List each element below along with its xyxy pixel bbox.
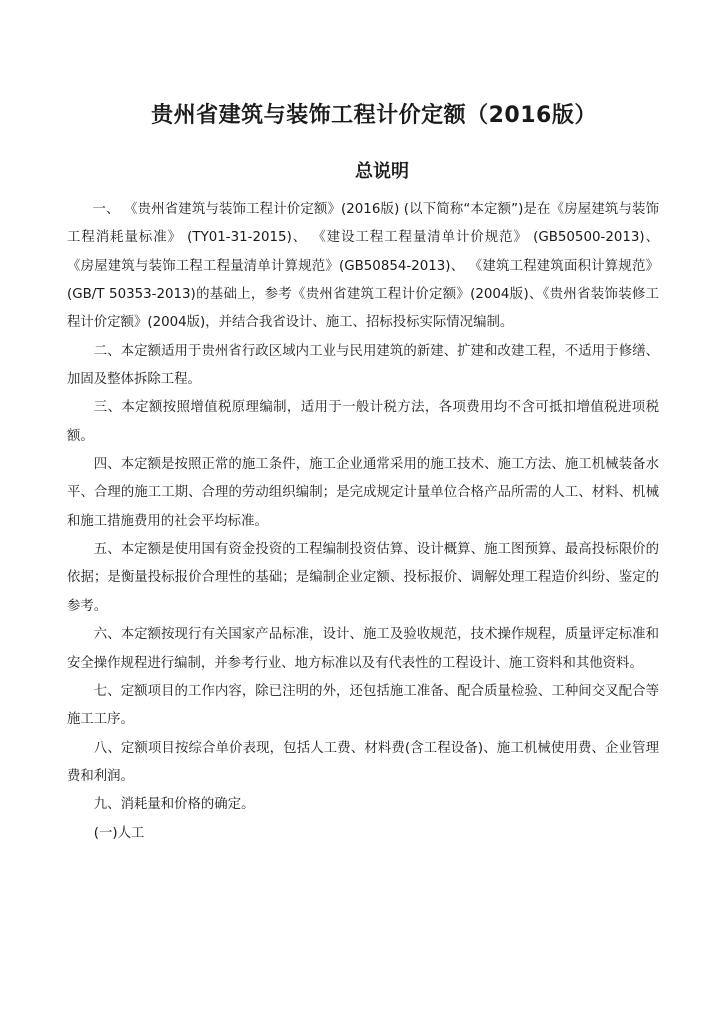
subsection-heading: (一)人工: [93, 825, 145, 841]
paragraph-5: 五、本定额是使用国有资金投资的工程编制投资估算、设计概算、施工图预算、最高投标限价的依据；是衡量投标报价合理性的基础；是编制企业定额、投标报价、调解处理工程造价纠纷、鉴定的参考。: [67, 542, 659, 614]
paragraph-8: 八、定额项目按综合单价表现，包括人工费、材料费(含工程设备)、施工机械使用费、企业管理费和利润。: [67, 740, 659, 784]
paragraph-1: 一、 《贵州省建筑与装饰工程计价定额》(2016版) (以下简称“本定额”)是在《房屋建筑与装饰工程消耗量标准》 (TY01-31-2015)、 《建设工程工程量清单计价规范》 (GB50500-2013)、 《房屋建筑与装饰工程工程量清单计算规范》(GB50854-2013)、 《建筑工程建筑面积计算规范》(GB/T 50353-2013)的基础上，参考《贵州省建筑工程计价定额》(2004版)、《贵州省装饰装修工程计价定额》(2004版)，并结合我省设计、施工、招标投标实际情况编制。: [67, 202, 659, 331]
paragraph-4: 四、本定额是按照正常的施工条件，施工企业通常采用的施工技术、施工方法、施工机械装备水平、合理的施工工期、合理的劳动组织编制；是完成规定计量单位合格产品所需的人工、材料、机械和施工措施费用的社会平均标准。: [67, 457, 659, 529]
paragraph-3: 三、本定额按照增值税原理编制，适用于一般计税方法，各项费用均不含可抵扣增值税进项税额。: [67, 400, 659, 444]
paragraph-2: 二、本定额适用于贵州省行政区域内工业与民用建筑的新建、扩建和改建工程，不适用于修缮、加固及整体拆除工程。: [67, 343, 659, 388]
section-heading: 总说明: [355, 161, 409, 182]
paragraph-6: 六、本定额按现行有关国家产品标准，设计、施工及验收规范，技术操作规程，质量评定标准和安全操作规程进行编制，并参考行业、地方标准以及有代表性的工程设计、施工资料和其他资料。: [67, 627, 659, 671]
paragraph-7: 七、定额项目的工作内容，除已注明的外，还包括施工准备、配合质量检验、工种间交叉配合等施工工序。: [67, 683, 659, 728]
paragraph-9: 九、消耗量和价格的确定。: [93, 797, 255, 813]
document-body: [67, 196, 659, 848]
document-title: 贵州省建筑与装饰工程计价定额（2016版）: [151, 103, 597, 128]
